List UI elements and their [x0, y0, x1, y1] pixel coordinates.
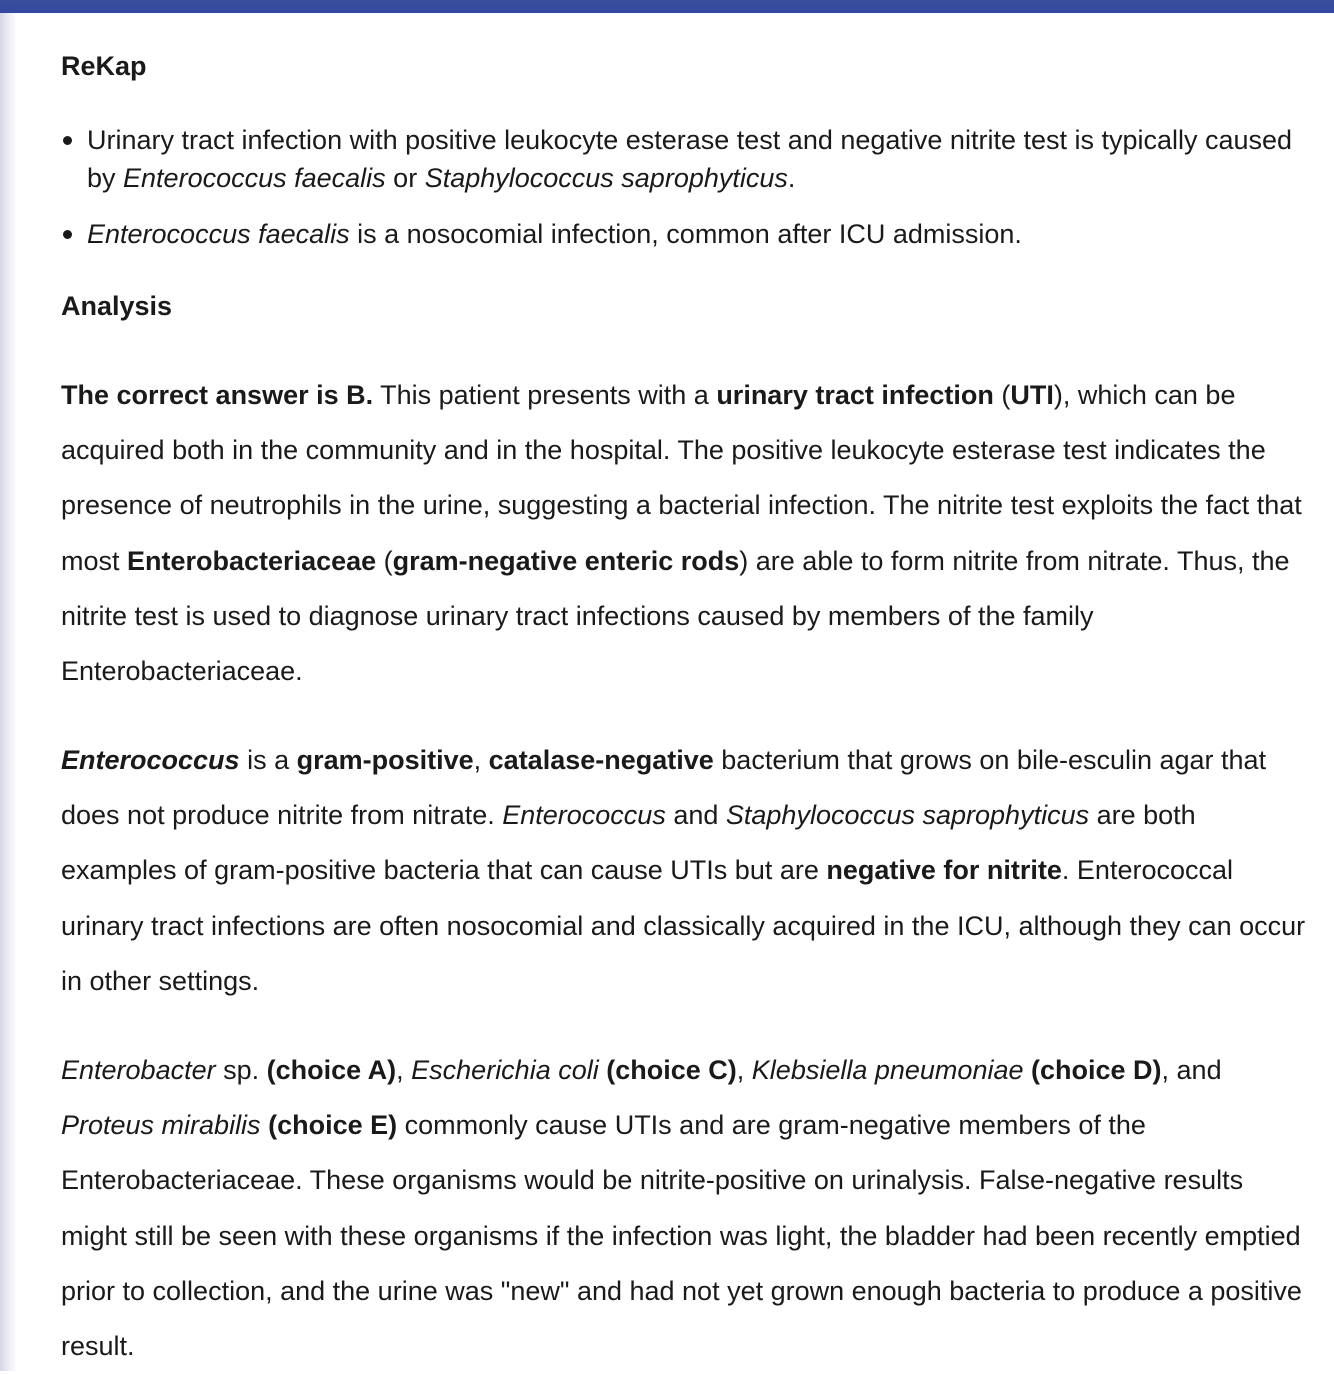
- analysis-paragraph-3: Enterobacter sp. (choice A), Escherichia coli (choice C), Klebsiella pneumoniae (choice D), and Proteus mirabilis (choice E) commonly cause UTIs and are gram-negative members of the Enterobacteriaceae. These organisms would be nitrite-positive on urinalysis. False-negative results might still be seen with these organisms if the infection was light, the bladder had been recently emptied prior to collection, and the urine was "new" and had not yet grown enough bacteria to produce a positive result.: [61, 1055, 1302, 1362]
- organism-name: Enterococcus faecalis: [87, 219, 350, 249]
- analysis-paragraph-1: The correct answer is B. This patient presents with a urinary tract infection (UTI), which can be acquired both in the community and in the hospital. The positive leukocyte esterase test indicates the presence of neutrophils in the urine, suggesting a bacterial infection. The nitrite test exploits the fact that most Enterobacteriaceae (gram-negative enteric rods) are able to form nitrite from nitrate. Thus, the nitrite test is used to diagnose urinary tract infections caused by members of the family Enterobacteriaceae.: [61, 380, 1302, 687]
- analysis-heading: Analysis: [61, 291, 173, 321]
- correct-answer-statement: The correct answer is B.: [61, 380, 374, 410]
- bullet-dot-icon: [63, 230, 72, 239]
- rekap-bullet-list: [61, 121, 1327, 271]
- organism-name: Enterococcus faecalis: [123, 163, 386, 193]
- bullet-dot-icon: [63, 136, 72, 145]
- rekap-bullet-1: Urinary tract infection with positive leukocyte esterase test and negative nitrite test is typically caused by Enterococcus faecalis or Staphylococcus saprophyticus.: [61, 121, 1327, 197]
- analysis-paragraph-2: Enterococcus is a gram-positive, catalase-negative bacterium that grows on bile-esculin agar that does not produce nitrite from nitrate. Enterococcus and Staphylococcus saprophyticus are both examples of gram-positive bacteria that can cause UTIs but are negative for nitrite. Enterococcal urinary tract infections are often nosocomial and classically acquired in the ICU, although they can occur in other settings.: [61, 745, 1306, 996]
- organism-name: Staphylococcus saprophyticus: [424, 163, 788, 193]
- window-top-bar: [0, 0, 1334, 13]
- rekap-bullet-2: Enterococcus faecalis is a nosocomial infection, common after ICU admission.: [61, 215, 1327, 253]
- left-edge-shadow: [0, 13, 17, 1371]
- rekap-heading: ReKap: [61, 51, 147, 81]
